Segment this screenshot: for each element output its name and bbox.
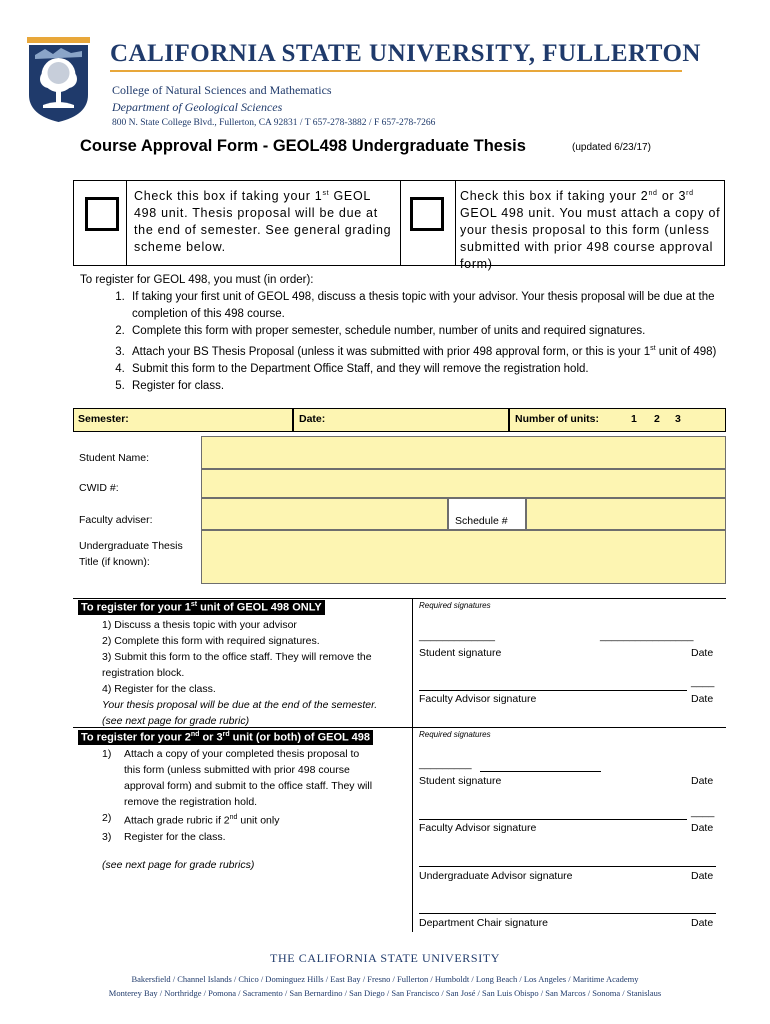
- instruction-step-5: 5. Register for class.: [128, 378, 768, 395]
- unit-option-1[interactable]: 1: [631, 413, 637, 425]
- footer-campus-list: [0, 972, 770, 1000]
- instructions-intro: To register for GEOL 498, you must (in order):: [80, 274, 314, 286]
- university-name: CALIFORNIA STATE UNIVERSITY, FULLERTON: [110, 40, 701, 67]
- second-unit-steps: [102, 746, 412, 845]
- first-unit-advisor-signature[interactable]: Faculty Advisor signature: [419, 693, 537, 705]
- first-unit-note: Your thesis proposal will be due at the end of the semester.: [102, 699, 378, 711]
- second-unit-step-3: 3) Register for the class.: [102, 830, 226, 843]
- first-unit-heading: To register for your 1st unit of GEOL 498 ONLY: [78, 600, 325, 615]
- first-unit-advisor-date-dash: ____: [691, 676, 715, 688]
- first-unit-step-2: 2) Complete this form with required signatures.: [102, 635, 320, 647]
- second-unit-student-line: [480, 771, 601, 772]
- semester-field[interactable]: [73, 408, 293, 432]
- first-unit-student-signature[interactable]: Student signature: [419, 647, 502, 659]
- footer-system-name: THE CALIFORNIA STATE UNIVERSITY: [270, 951, 500, 965]
- faculty-adviser-input[interactable]: [201, 498, 448, 530]
- cwid-input[interactable]: [201, 469, 726, 498]
- department-address: 800 N. State College Blvd., Fullerton, CA 92831 / T 657-278-3882 / F 657-278-7266: [112, 118, 436, 128]
- schedule-input[interactable]: [526, 498, 726, 530]
- schedule-label-cell: [448, 498, 526, 530]
- first-unit-step-3-cont: registration block.: [102, 667, 185, 679]
- student-name-label-cell: [73, 436, 201, 469]
- department-name: Department of Geological Sciences: [112, 100, 283, 114]
- second-unit-step-1: 1) Attach a copy of your completed thesis proposal to this form (unless submitted with prior 498 course approval form) and submit to the office staff. They will remove the registration hold.: [102, 748, 373, 808]
- student-name-input[interactable]: [201, 436, 726, 469]
- registration-instructions: [80, 272, 768, 395]
- schedule-label: Schedule #: [455, 515, 508, 527]
- faculty-adviser-label-cell: [73, 498, 201, 530]
- first-unit-step-3: 3) Submit this form to the office staff. They will remove the: [102, 651, 372, 663]
- section-vertical-divider: [412, 598, 413, 932]
- first-unit-rubric-note: (see next page for grade rubric): [102, 715, 250, 727]
- unit-option-2[interactable]: 2: [654, 413, 660, 425]
- second-unit-heading: To register for your 2nd or 3rd unit (or both) of GEOL 498: [78, 730, 373, 745]
- checkbox-table: [73, 180, 725, 272]
- university-logo: [27, 37, 90, 123]
- instruction-step-3: 3. Attach your BS Thesis Proposal (unless it was submitted with prior 498 approval form, or this is your 1st unit of 498): [128, 340, 768, 361]
- student-info-form: [73, 408, 726, 584]
- second-unit-rubric-note: (see next page for grade rubrics): [102, 859, 255, 871]
- second-unit-student-signature[interactable]: Student signature: [419, 775, 502, 787]
- units-label: Number of units:: [515, 413, 599, 425]
- first-unit-student-dash: _____________: [419, 630, 495, 642]
- units-field: [509, 408, 726, 432]
- first-unit-advisor-line: [419, 690, 687, 691]
- section-top-line: [73, 598, 726, 599]
- form-updated-date: (updated 6/23/17): [572, 142, 651, 153]
- thesis-title-label-1: Undergraduate Thesis: [79, 540, 183, 552]
- tree-seal-icon: [27, 37, 90, 123]
- thesis-title-input[interactable]: [201, 530, 726, 584]
- instruction-step-4: 4. Submit this form to the Department Office Staff, and they will remove the registration hold.: [128, 361, 768, 378]
- first-unit-advisor-date[interactable]: Date: [691, 693, 714, 705]
- second-unit-advisor-signature[interactable]: Faculty Advisor signature: [419, 822, 537, 834]
- faculty-adviser-label: Faculty adviser:: [79, 514, 153, 526]
- semester-label: Semester:: [78, 413, 129, 425]
- second-unit-advisor-line: [419, 819, 687, 820]
- first-unit-date-dash: ________________: [600, 630, 694, 642]
- section-middle-line: [73, 727, 726, 728]
- instruction-step-1: 1. If taking your first unit of GEOL 498, discuss a thesis topic with your advisor. Your thesis proposal will be due at the completion of this 498 course.: [128, 289, 768, 323]
- cwid-label-cell: [73, 469, 201, 498]
- first-unit-student-date[interactable]: Date: [691, 647, 714, 659]
- first-unit-steps: [102, 617, 412, 729]
- ug-advisor-date[interactable]: Date: [691, 870, 714, 882]
- cwid-label: CWID #:: [79, 482, 119, 494]
- thesis-title-label-cell: [73, 530, 201, 584]
- second-unit-step-2: 2) Attach grade rubric if 2nd unit only: [102, 812, 280, 827]
- unit-option-3[interactable]: 3: [675, 413, 681, 425]
- second-unit-student-dash: _________: [419, 758, 472, 770]
- second-unit-student-date[interactable]: Date: [691, 775, 714, 787]
- chair-date[interactable]: Date: [691, 917, 714, 929]
- ug-advisor-line: [419, 866, 716, 867]
- second-unit-advisor-date[interactable]: Date: [691, 822, 714, 834]
- first-unit-step-1: 1) Discuss a thesis topic with your advisor: [102, 619, 297, 631]
- form-title: Course Approval Form - GEOL498 Undergraduate Thesis: [80, 137, 526, 155]
- second-unit-checkbox-label: Check this box if taking your 2nd or 3rd GEOL 498 unit. You must attach a copy of your thesis proposal to this form (unless submitted with prior 498 course approval form): [460, 189, 721, 272]
- first-unit-step-4: 4) Register for the class.: [102, 683, 216, 695]
- date-field[interactable]: [293, 408, 509, 432]
- footer-campuses-line-2: Monterey Bay / Northridge / Pomona / Sacramento / San Bernardino / San Diego / San Francisco / San José / San Luis Obispo / San Marcos / Sonoma / Stanislaus: [108, 988, 662, 998]
- first-unit-checkbox-label: Check this box if taking your 1st GEOL 498 unit. Thesis proposal will be due at the end of semester. See general grading scheme below.: [134, 189, 392, 255]
- student-name-label: Student Name:: [79, 452, 150, 464]
- ug-advisor-signature[interactable]: Undergraduate Advisor signature: [419, 870, 573, 882]
- header-divider: [110, 70, 682, 72]
- first-unit-required-signatures: Required signatures: [419, 601, 491, 610]
- second-unit-checkbox[interactable]: [410, 197, 444, 231]
- college-name: College of Natural Sciences and Mathematics: [112, 83, 332, 97]
- chair-line: [419, 913, 716, 914]
- first-unit-checkbox[interactable]: [85, 197, 119, 231]
- instruction-step-2: 2. Complete this form with proper semester, schedule number, number of units and required signatures.: [128, 323, 768, 340]
- footer-campuses-line-1: Bakersfield / Channel Islands / Chico / Dominguez Hills / East Bay / Fresno / Fullerton / Humboldt / Long Beach / Los Angeles / Maritime Academy: [131, 974, 639, 984]
- second-unit-required-signatures: Required signatures: [419, 730, 491, 739]
- date-label: Date:: [299, 413, 326, 425]
- second-unit-advisor-date-dash: ____: [691, 806, 715, 818]
- chair-signature[interactable]: Department Chair signature: [419, 917, 548, 929]
- thesis-title-label-2: Title (if known):: [79, 556, 150, 568]
